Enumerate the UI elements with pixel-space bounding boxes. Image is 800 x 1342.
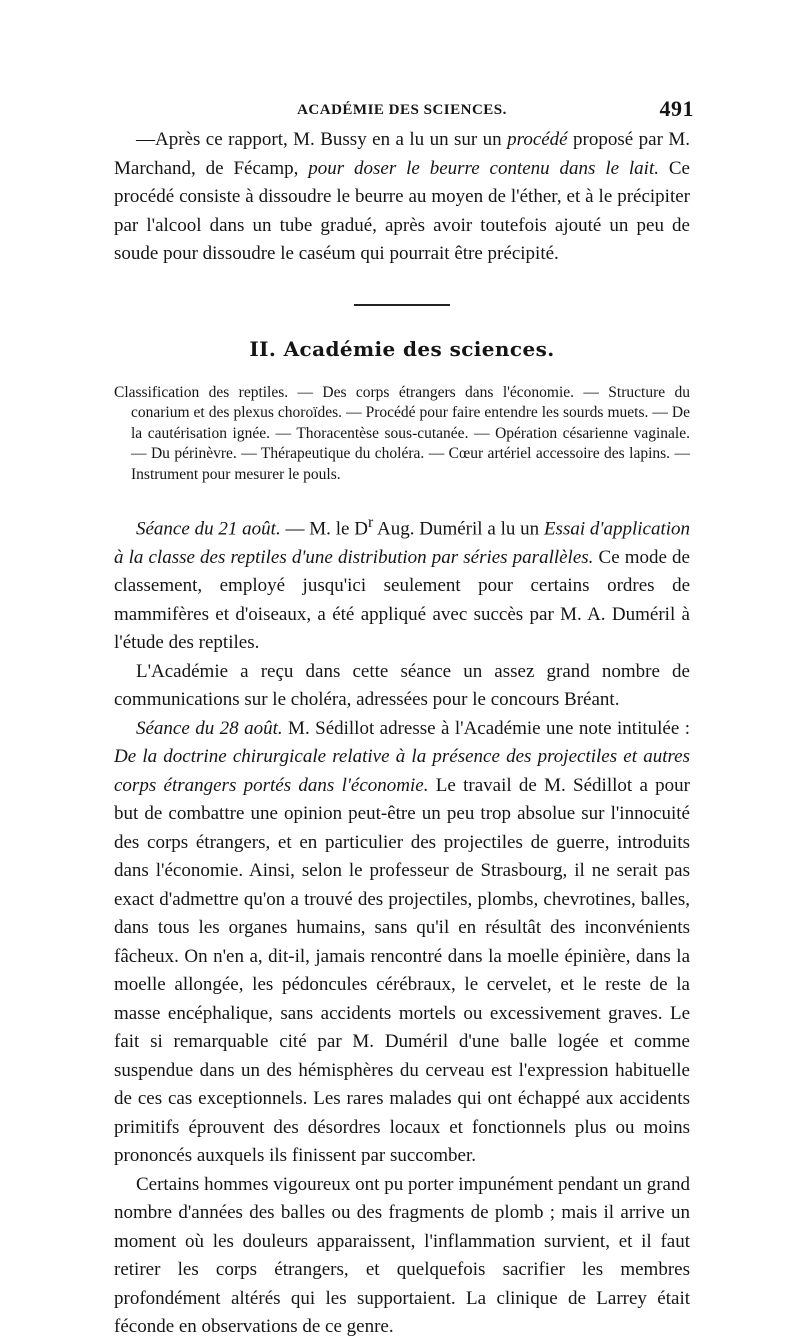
intro-text-3: Ce procédé consiste à dissoudre le beurre au moyen de l'éther, et à le précipiter par l'alcool dans un tube gradué, après avoir toutefois ajouté un peu de soude pour dissoudre le caséum qui pourrait être précipité. <box>114 157 690 264</box>
paragraph-cholera: L'Académie a reçu dans cette séance un assez grand nombre de communications sur le choléra, adressées pour le concours Bréant. <box>114 660 690 711</box>
paragraph-seance-28 <box>114 715 690 1171</box>
paragraph-certains-hommes: Certains hommes vigoureux ont pu porter impunément pendant un grand nombre d'années des balles ou des fragments de plomb ; mais il arrive un moment où les douleurs apparaissent, l'inflammation survient, et il faut retirer les corps étrangers, et quelquefois sacrifier les membres profondément altérés qui les supportaient. La clinique de Larrey était féconde en observations de ce genre. <box>114 1173 690 1338</box>
intro-text-2: proposé par M. Marchand, de Fécamp, <box>114 129 690 179</box>
book-page <box>114 96 694 1342</box>
seance-28-text-2: Le travail de M. Sédillot a pour but de combattre une opinion peut-être un peu trop absolue sur l'innocuité des corps étrangers, et en particulier des projectiles de guerre, introduits dans l'économie. Ainsi, selon le professeur de Strasbourg, il ne serait pas exact d'admettre qu'on a trouvé des projectiles, plombs, chevrotines, balles, dans tous les organes humains, sans qu'il en résultât des inconvénients fâcheux. On n'en a, dit-il, jamais rencontré dans la moelle épinière, dans la moelle allongée, les pédoncules cérébraux, le cervelet, et le reste de la masse encéphalique, sans accidents mortels ou excessivement graves. Le fait si remarquable cité par M. Duméril d'une balle logée et comme suspendue dans un des hémisphères du cerveau est l'expression habituelle de ces cas exceptionnels. Les rares malades qui ont échappé aux accidents primitifs éprouvent des désordres locaux et fonctionnels plus ou moins prononcés auxquels ils finissent par succomber. <box>114 774 690 1167</box>
intro-paragraph <box>114 126 690 269</box>
intro-italic-2: pour doser le beurre contenu dans le lait. <box>308 157 659 179</box>
seance-21-text-3: Ce mode de classement, employé jusqu'ici seulement pour certains ordres de mammifères et d'oiseaux, a été appliqué avec succès par M. A. Duméril à l'étude des reptiles. <box>114 546 690 654</box>
intro-italic-1: procédé <box>507 129 568 150</box>
seance-21-text-1: — M. le D <box>280 518 368 540</box>
note-title: De la doctrine chirurgicale relative à la présence des projectiles et autres corps étrangers portés dans l'économie. <box>114 746 690 796</box>
intro-text-1: —Après ce rapport, M. Bussy en a lu un sur un <box>136 129 508 150</box>
running-header <box>114 96 694 126</box>
seance-21-text-2: Aug. Duméril a lu un <box>373 518 544 540</box>
essay-title: Essai d'application à la classe des reptiles d'une distribution par séries parallèles. <box>114 518 691 568</box>
running-title: ACADÉMIE DES SCIENCES. <box>297 102 507 118</box>
doctor-superscript: r <box>367 514 374 531</box>
page-number: 491 <box>659 96 694 121</box>
seance-28-text-1: M. Sédillot adresse à l'Académie une note intitulée : <box>282 717 690 739</box>
seance-21-date: Séance du 21 août. <box>136 518 281 540</box>
section-divider <box>354 304 450 306</box>
section-heading: II. Académie des sciences. <box>249 336 555 361</box>
seance-28-date: Séance du 28 août. <box>136 717 283 739</box>
section-summary: Classification des reptiles. — Des corps étrangers dans l'économie. — Structure du conarium et des plexus choroïdes. — Procédé pour faire entendre les sourds muets. — De la cautérisation ignée. — Thoracentèse sous-cutanée. — Opération césarienne vaginale. — Du périnèvre. — Thérapeutique du choléra. — Cœur artériel accessoire des lapins. — Instrument pour mesurer le pouls. <box>114 383 690 483</box>
paragraph-seance-21 <box>114 509 690 658</box>
